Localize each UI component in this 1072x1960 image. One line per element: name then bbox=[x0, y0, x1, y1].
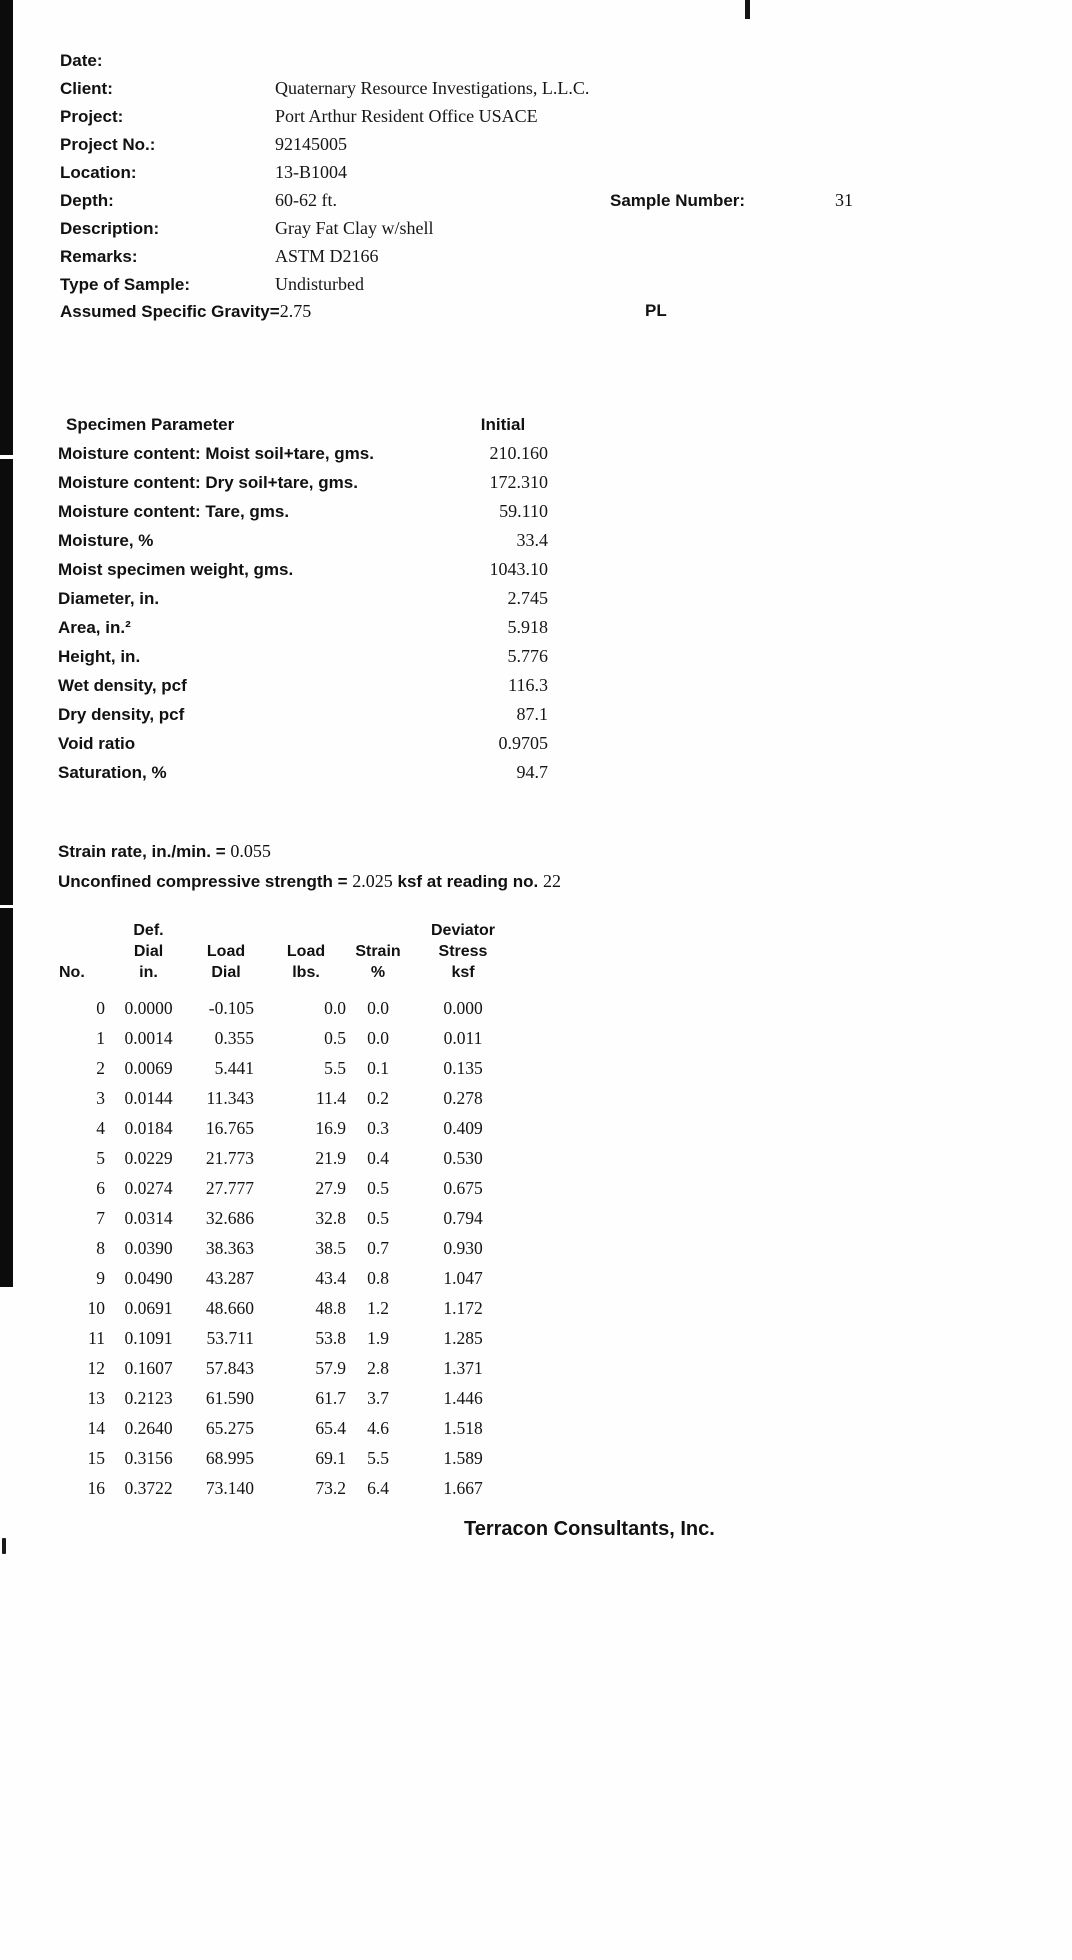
readings-header-row bbox=[55, 941, 520, 962]
reading-deviator-stress: 0.675 bbox=[443, 1177, 483, 1198]
reading-load-lbs: 11.4 bbox=[316, 1087, 346, 1108]
header-field-row bbox=[60, 76, 1040, 104]
reading-no: 8 bbox=[96, 1237, 105, 1258]
specimen-row bbox=[58, 468, 548, 497]
specimen-row bbox=[58, 613, 548, 642]
reading-row bbox=[55, 1413, 520, 1443]
specimen-row bbox=[58, 758, 548, 787]
reading-no: 0 bbox=[96, 997, 105, 1018]
reading-deviator-stress: 1.047 bbox=[443, 1267, 483, 1288]
reading-row bbox=[55, 1233, 520, 1263]
strength-value: 2.025 bbox=[352, 871, 393, 891]
reading-load-lbs: 65.4 bbox=[315, 1417, 346, 1438]
reading-row bbox=[55, 1203, 520, 1233]
parameter-name: Moisture content: Dry soil+tare, gms. bbox=[58, 472, 358, 492]
readings-header-cell: Strain bbox=[355, 943, 401, 960]
reading-row bbox=[55, 1473, 520, 1503]
sample-number-label: Sample Number: bbox=[610, 191, 746, 210]
parameter-value: 210.160 bbox=[489, 443, 548, 463]
parameter-name: Dry density, pcf bbox=[58, 704, 185, 724]
header-field-row bbox=[60, 244, 1040, 272]
reading-no: 16 bbox=[87, 1477, 105, 1498]
readings-header-cell: Deviator bbox=[430, 922, 496, 939]
field-label: Date: bbox=[60, 51, 103, 70]
readings-header-cell bbox=[262, 920, 350, 941]
specific-gravity-value: 2.75 bbox=[279, 301, 312, 321]
parameter-value: 5.776 bbox=[507, 646, 548, 666]
reading-deviator-stress: 1.518 bbox=[443, 1417, 483, 1438]
reading-no: 14 bbox=[87, 1417, 105, 1438]
parameter-value: 1043.10 bbox=[489, 559, 548, 579]
specimen-row bbox=[58, 700, 548, 729]
parameter-name: Diameter, in. bbox=[58, 588, 160, 608]
reading-row bbox=[55, 1383, 520, 1413]
reading-def-dial: 0.2640 bbox=[124, 1417, 173, 1438]
parameter-name: Height, in. bbox=[58, 646, 141, 666]
reading-no: 11 bbox=[88, 1327, 105, 1348]
reading-def-dial: 0.0000 bbox=[124, 997, 173, 1018]
reading-def-dial: 0.0490 bbox=[124, 1267, 173, 1288]
reading-row bbox=[55, 1293, 520, 1323]
pl-label: PL bbox=[645, 301, 667, 320]
reading-load-lbs: 53.8 bbox=[315, 1327, 346, 1348]
reading-load-lbs: 5.5 bbox=[324, 1057, 346, 1078]
specimen-row bbox=[58, 497, 548, 526]
parameter-value: 59.110 bbox=[499, 501, 548, 521]
reading-row bbox=[55, 1083, 520, 1113]
reading-row bbox=[55, 1323, 520, 1353]
reading-def-dial: 0.0184 bbox=[124, 1117, 173, 1138]
parameter-name: Saturation, % bbox=[58, 762, 167, 782]
reading-strain: 5.5 bbox=[367, 1447, 389, 1468]
reading-deviator-stress: 0.530 bbox=[443, 1147, 483, 1168]
reading-strain: 1.9 bbox=[367, 1327, 389, 1348]
parameter-name: Area, in.² bbox=[58, 617, 131, 637]
scan-edge-notch bbox=[0, 905, 13, 908]
parameter-value: 2.745 bbox=[507, 588, 548, 608]
readings-header-cell bbox=[190, 920, 262, 941]
parameter-name: Void ratio bbox=[58, 733, 136, 753]
reading-load-lbs: 0.0 bbox=[324, 997, 346, 1018]
reading-load-dial: 11.343 bbox=[206, 1087, 254, 1108]
reading-row bbox=[55, 1353, 520, 1383]
readings-table bbox=[55, 920, 520, 1503]
reading-def-dial: 0.0390 bbox=[124, 1237, 173, 1258]
reading-deviator-stress: 0.011 bbox=[443, 1027, 483, 1048]
field-value: Undisturbed bbox=[275, 274, 364, 294]
reading-no: 1 bbox=[96, 1027, 105, 1048]
reading-strain: 0.7 bbox=[367, 1237, 389, 1258]
specimen-row bbox=[58, 729, 548, 758]
reading-def-dial: 0.1607 bbox=[124, 1357, 173, 1378]
reading-no: 9 bbox=[96, 1267, 105, 1288]
field-label: Client: bbox=[60, 79, 113, 98]
specimen-row bbox=[58, 555, 548, 584]
reading-load-lbs: 61.7 bbox=[315, 1387, 346, 1408]
field-value: ASTM D2166 bbox=[275, 246, 379, 266]
header-field-row bbox=[60, 216, 1040, 244]
field-label: Project: bbox=[60, 107, 124, 126]
reading-def-dial: 0.0274 bbox=[124, 1177, 173, 1198]
field-label: Type of Sample: bbox=[60, 275, 191, 294]
reading-def-dial: 0.3156 bbox=[124, 1447, 173, 1468]
reading-def-dial: 0.0314 bbox=[124, 1207, 173, 1228]
header-field-row bbox=[60, 188, 1040, 216]
readings-header-cell: in. bbox=[139, 964, 158, 981]
reading-load-lbs: 73.2 bbox=[315, 1477, 346, 1498]
reading-row bbox=[55, 1053, 520, 1083]
reading-deviator-stress: 0.930 bbox=[443, 1237, 483, 1258]
specimen-row bbox=[58, 439, 548, 468]
strength-unit-label: ksf at reading no. bbox=[397, 872, 539, 891]
reading-load-dial: 61.590 bbox=[205, 1387, 254, 1408]
reading-strain: 0.4 bbox=[367, 1147, 389, 1168]
specimen-row bbox=[58, 671, 548, 700]
specimen-parameter-table bbox=[58, 410, 548, 787]
scan-top-tick-artifact bbox=[745, 0, 750, 19]
reading-def-dial: 0.0014 bbox=[124, 1027, 173, 1048]
reading-load-lbs: 0.5 bbox=[324, 1027, 346, 1048]
sample-number-value: 31 bbox=[835, 190, 853, 210]
scan-edge-notch bbox=[0, 455, 13, 459]
reading-load-dial: -0.105 bbox=[208, 997, 254, 1018]
reading-deviator-stress: 1.667 bbox=[443, 1477, 483, 1498]
reading-deviator-stress: 0.794 bbox=[443, 1207, 483, 1228]
field-value: Gray Fat Clay w/shell bbox=[275, 218, 434, 238]
reading-row bbox=[55, 1023, 520, 1053]
reading-def-dial: 0.0691 bbox=[124, 1297, 173, 1318]
parameter-name: Moisture content: Moist soil+tare, gms. bbox=[58, 443, 374, 463]
reading-no: 3 bbox=[96, 1087, 105, 1108]
reading-deviator-stress: 1.285 bbox=[443, 1327, 483, 1348]
field-label: Depth: bbox=[60, 191, 114, 210]
readings-header-cell: Dial bbox=[211, 964, 241, 981]
header-field-row bbox=[60, 272, 1040, 300]
reading-deviator-stress: 0.278 bbox=[443, 1087, 483, 1108]
reading-load-dial: 5.441 bbox=[214, 1057, 254, 1078]
reading-strain: 0.0 bbox=[367, 997, 389, 1018]
field-value: Quaternary Resource Investigations, L.L.C. bbox=[275, 78, 590, 98]
reading-load-dial: 65.275 bbox=[205, 1417, 254, 1438]
readings-header-cell: % bbox=[370, 964, 386, 981]
reading-load-lbs: 69.1 bbox=[315, 1447, 346, 1468]
reading-no: 10 bbox=[87, 1297, 105, 1318]
specimen-row bbox=[58, 526, 548, 555]
specimen-header-row bbox=[58, 410, 548, 439]
reading-load-dial: 73.140 bbox=[205, 1477, 254, 1498]
reading-load-lbs: 57.9 bbox=[315, 1357, 346, 1378]
reading-load-lbs: 32.8 bbox=[315, 1207, 346, 1228]
reading-load-dial: 32.686 bbox=[205, 1207, 254, 1228]
parameter-value: 172.310 bbox=[489, 472, 548, 492]
parameter-name: Moisture content: Tare, gms. bbox=[58, 501, 290, 521]
reading-load-lbs: 43.4 bbox=[315, 1267, 346, 1288]
reading-load-dial: 0.355 bbox=[214, 1027, 254, 1048]
reading-load-lbs: 38.5 bbox=[315, 1237, 346, 1258]
reading-load-dial: 57.843 bbox=[205, 1357, 254, 1378]
reading-def-dial: 0.1091 bbox=[124, 1327, 173, 1348]
reading-row bbox=[55, 1173, 520, 1203]
reading-no: 6 bbox=[96, 1177, 105, 1198]
readings-header-cell: No. bbox=[59, 964, 85, 981]
parameter-value: 33.4 bbox=[516, 530, 548, 550]
readings-header-cell bbox=[350, 920, 406, 941]
header-field-row bbox=[60, 132, 1040, 160]
readings-header-cell: Stress bbox=[438, 943, 488, 960]
specimen-initial-header: Initial bbox=[480, 414, 526, 434]
reading-row bbox=[55, 1113, 520, 1143]
reading-row bbox=[55, 993, 520, 1023]
readings-header-cell bbox=[55, 941, 107, 962]
reading-no: 4 bbox=[96, 1117, 105, 1138]
reading-load-dial: 16.765 bbox=[205, 1117, 254, 1138]
reading-no: 13 bbox=[87, 1387, 105, 1408]
specimen-parameter-header: Specimen Parameter bbox=[66, 414, 235, 434]
reading-load-dial: 21.773 bbox=[205, 1147, 254, 1168]
scan-left-edge-artifact bbox=[0, 0, 13, 1287]
field-value: 60-62 ft. bbox=[275, 190, 337, 210]
readings-header-cell: lbs. bbox=[292, 964, 320, 981]
parameter-value: 87.1 bbox=[516, 704, 548, 724]
footer-company: Terracon Consultants, Inc. bbox=[464, 1518, 715, 1540]
reading-strain: 6.4 bbox=[367, 1477, 389, 1498]
readings-header-row bbox=[55, 920, 520, 941]
compressive-strength-line bbox=[58, 871, 561, 892]
parameter-value: 116.3 bbox=[508, 675, 548, 695]
reading-deviator-stress: 0.409 bbox=[443, 1117, 483, 1138]
reading-deviator-stress: 1.446 bbox=[443, 1387, 483, 1408]
reading-load-dial: 48.660 bbox=[205, 1297, 254, 1318]
parameter-name: Moist specimen weight, gms. bbox=[58, 559, 294, 579]
reading-strain: 0.0 bbox=[367, 1027, 389, 1048]
reading-deviator-stress: 1.371 bbox=[443, 1357, 483, 1378]
reading-strain: 3.7 bbox=[367, 1387, 389, 1408]
field-value: 92145005 bbox=[275, 134, 347, 154]
reading-strain: 0.5 bbox=[367, 1207, 389, 1228]
header-field-row bbox=[60, 160, 1040, 188]
reading-load-dial: 53.711 bbox=[206, 1327, 254, 1348]
reading-load-lbs: 16.9 bbox=[315, 1117, 346, 1138]
strain-rate-label: Strain rate, in./min. = bbox=[58, 842, 226, 861]
readings-header-cell: Def. bbox=[133, 922, 164, 939]
reading-def-dial: 0.0144 bbox=[124, 1087, 173, 1108]
reading-no: 5 bbox=[96, 1147, 105, 1168]
reading-no: 15 bbox=[87, 1447, 105, 1468]
specific-gravity-label: Assumed Specific Gravity= bbox=[60, 302, 280, 321]
reading-strain: 0.5 bbox=[367, 1177, 389, 1198]
field-value: Port Arthur Resident Office USACE bbox=[275, 106, 538, 126]
specific-gravity-line bbox=[60, 301, 1040, 329]
reading-deviator-stress: 1.589 bbox=[443, 1447, 483, 1468]
reading-def-dial: 0.0229 bbox=[124, 1147, 173, 1168]
specimen-row bbox=[58, 642, 548, 671]
reading-deviator-stress: 0.000 bbox=[443, 997, 483, 1018]
readings-header-cell: Load bbox=[286, 943, 326, 960]
parameter-name: Wet density, pcf bbox=[58, 675, 187, 695]
reading-load-lbs: 27.9 bbox=[315, 1177, 346, 1198]
parameter-name: Moisture, % bbox=[58, 530, 154, 550]
reading-row bbox=[55, 1143, 520, 1173]
reading-strain: 1.2 bbox=[367, 1297, 389, 1318]
reading-load-dial: 43.287 bbox=[205, 1267, 254, 1288]
field-label: Description: bbox=[60, 219, 160, 238]
field-label: Location: bbox=[60, 163, 137, 182]
reading-def-dial: 0.3722 bbox=[124, 1477, 173, 1498]
readings-header-cell bbox=[55, 920, 107, 941]
field-value: 13-B1004 bbox=[275, 162, 347, 182]
parameter-value: 0.9705 bbox=[498, 733, 548, 753]
reading-strain: 0.2 bbox=[367, 1087, 389, 1108]
reading-strain: 0.8 bbox=[367, 1267, 389, 1288]
reading-deviator-stress: 1.172 bbox=[443, 1297, 483, 1318]
reading-load-lbs: 48.8 bbox=[315, 1297, 346, 1318]
reading-no: 2 bbox=[96, 1057, 105, 1078]
readings-header-cell: Load bbox=[206, 943, 246, 960]
reading-no: 12 bbox=[87, 1357, 105, 1378]
reading-no: 7 bbox=[96, 1207, 105, 1228]
reading-strain: 0.1 bbox=[367, 1057, 389, 1078]
strain-rate-value: 0.055 bbox=[230, 841, 271, 861]
header-field-row bbox=[60, 104, 1040, 132]
readings-header-cell: Dial bbox=[133, 943, 164, 960]
strain-rate-line bbox=[58, 841, 271, 862]
reading-deviator-stress: 0.135 bbox=[443, 1057, 483, 1078]
specimen-row bbox=[58, 584, 548, 613]
parameter-value: 5.918 bbox=[507, 617, 548, 637]
reading-strain: 2.8 bbox=[367, 1357, 389, 1378]
reading-def-dial: 0.0069 bbox=[124, 1057, 173, 1078]
header-field-row bbox=[60, 48, 1040, 76]
reading-load-dial: 68.995 bbox=[205, 1447, 254, 1468]
reading-number-value: 22 bbox=[543, 871, 561, 891]
reading-load-lbs: 21.9 bbox=[315, 1147, 346, 1168]
reading-load-dial: 27.777 bbox=[205, 1177, 254, 1198]
header-fields bbox=[60, 48, 1040, 300]
reading-load-dial: 38.363 bbox=[205, 1237, 254, 1258]
field-label: Project No.: bbox=[60, 135, 156, 154]
scan-bottom-mark-artifact bbox=[2, 1538, 6, 1554]
parameter-value: 94.7 bbox=[516, 762, 548, 782]
readings-header-row bbox=[55, 962, 520, 993]
strength-label: Unconfined compressive strength = bbox=[58, 872, 348, 891]
reading-row bbox=[55, 1443, 520, 1473]
reading-strain: 4.6 bbox=[367, 1417, 389, 1438]
reading-row bbox=[55, 1263, 520, 1293]
field-label: Remarks: bbox=[60, 247, 138, 266]
reading-def-dial: 0.2123 bbox=[124, 1387, 173, 1408]
reading-strain: 0.3 bbox=[367, 1117, 389, 1138]
readings-header-cell: ksf bbox=[451, 964, 475, 981]
